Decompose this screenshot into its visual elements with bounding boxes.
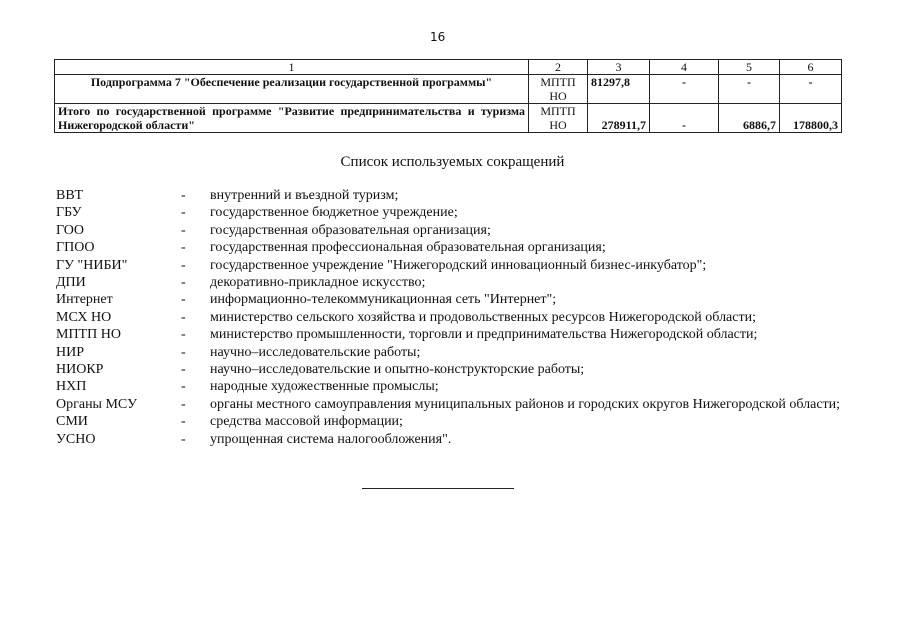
abbreviation-description: министерство промышленности, торговли и предпринимательства Нижегородской области; [210, 327, 758, 343]
table-header-row [55, 60, 842, 75]
abbreviation-item [0, 309, 905, 326]
abbreviation-dash: - [181, 275, 186, 291]
abbreviation-item [0, 361, 905, 378]
abbreviation-dash: - [181, 344, 186, 360]
abbreviation-item [0, 239, 905, 256]
abbreviation-description: народные художественные промыслы; [210, 379, 439, 395]
abbreviation-dash: - [181, 292, 186, 308]
abbreviation-item [0, 344, 905, 361]
abbreviation-description: информационно-телекоммуникационная сеть "Интернет"; [210, 292, 557, 308]
abbreviation-code: УСНО [56, 431, 96, 447]
table-row [55, 75, 842, 104]
abbreviation-item [0, 326, 905, 343]
abbreviation-dash: - [181, 240, 186, 256]
row-value-col6: 178800,3 [780, 104, 842, 133]
table-row [55, 104, 842, 133]
abbreviation-dash: - [181, 222, 186, 238]
abbreviation-item [0, 378, 905, 395]
abbreviation-code: Органы МСУ [56, 396, 137, 412]
abbreviations-title: Список используемых сокращений [340, 154, 565, 170]
abbreviation-code: Интернет [56, 292, 113, 308]
row-responsible: МПТП НО [529, 75, 588, 104]
row-value-col5: 6886,7 [719, 104, 780, 133]
abbreviation-code: ДПИ [56, 275, 86, 291]
abbreviation-description: упрощенная система налогообложения". [210, 431, 452, 447]
row-value-col6: - [780, 75, 842, 104]
abbreviation-description: государственная образовательная организация; [210, 222, 491, 238]
abbreviation-code: НХП [56, 379, 87, 395]
abbreviation-dash: - [181, 362, 186, 378]
row-responsible: МПТП НО [529, 104, 588, 133]
abbreviation-code: ГУ "НИБИ" [56, 257, 128, 273]
abbreviation-item [0, 187, 905, 204]
abbreviation-code: ГБУ [56, 205, 82, 221]
row-value-col3: 81297,8 [588, 75, 650, 104]
abbreviation-dash: - [181, 379, 186, 395]
abbreviation-item [0, 257, 905, 274]
abbreviation-item [0, 222, 905, 239]
column-header: 4 [650, 60, 719, 75]
abbreviation-code: МПТП НО [56, 327, 121, 343]
abbreviation-dash: - [181, 414, 186, 430]
row-value-col4: - [650, 104, 719, 133]
abbreviation-code: МСХ НО [56, 309, 112, 325]
row-name: Итого по государственной программе "Развитие предпринимательства и туризма Нижегородской области" [55, 104, 529, 133]
abbreviation-description: внутренний и въездной туризм; [210, 188, 399, 203]
column-header: 6 [780, 60, 842, 75]
page-number: 16 [430, 30, 446, 44]
abbreviation-dash: - [181, 205, 186, 221]
column-header: 3 [588, 60, 650, 75]
column-header: 1 [55, 60, 529, 75]
abbreviation-description: министерство сельского хозяйства и продовольственных ресурсов Нижегородской области; [210, 309, 756, 325]
abbreviation-description: декоративно-прикладное искусство; [210, 275, 426, 291]
program-budget-table [54, 59, 842, 133]
abbreviation-description: органы местного самоуправления муниципальных районов и городских округов Нижегородской области; [210, 396, 841, 412]
abbreviation-dash: - [181, 257, 186, 273]
abbreviation-code: ГОО [56, 222, 84, 238]
abbreviation-code: ГПОО [56, 240, 95, 256]
abbreviation-description: научно–исследовательские и опытно-конструкторские работы; [210, 362, 585, 378]
abbreviation-dash: - [181, 396, 186, 412]
column-header: 5 [719, 60, 780, 75]
abbreviation-description: государственное бюджетное учреждение; [210, 205, 458, 221]
abbreviation-item [0, 274, 905, 291]
end-divider [362, 488, 514, 489]
abbreviation-item [0, 431, 905, 448]
abbreviation-code: СМИ [56, 414, 88, 430]
row-value-col3: 278911,7 [588, 104, 650, 133]
abbreviation-description: государственное учреждение "Нижегородский инновационный бизнес-инкубатор"; [210, 257, 707, 273]
abbreviations-list [0, 187, 905, 448]
abbreviation-code: ВВТ [56, 188, 84, 203]
row-name: Подпрограмма 7 "Обеспечение реализации государственной программы" [55, 75, 529, 104]
abbreviation-dash: - [181, 327, 186, 343]
abbreviation-description: средства массовой информации; [210, 414, 403, 430]
abbreviation-item [0, 291, 905, 308]
abbreviation-dash: - [181, 188, 186, 203]
abbreviation-dash: - [181, 309, 186, 325]
abbreviation-description: научно–исследовательские работы; [210, 344, 421, 360]
row-value-col5: - [719, 75, 780, 104]
abbreviation-code: НИР [56, 344, 85, 360]
row-value-col4: - [650, 75, 719, 104]
abbreviation-item [0, 396, 905, 413]
abbreviation-item [0, 413, 905, 430]
abbreviation-dash: - [181, 431, 186, 447]
abbreviation-description: государственная профессиональная образовательная организация; [210, 240, 606, 256]
abbreviation-item [0, 204, 905, 221]
column-header: 2 [529, 60, 588, 75]
abbreviation-code: НИОКР [56, 362, 104, 378]
